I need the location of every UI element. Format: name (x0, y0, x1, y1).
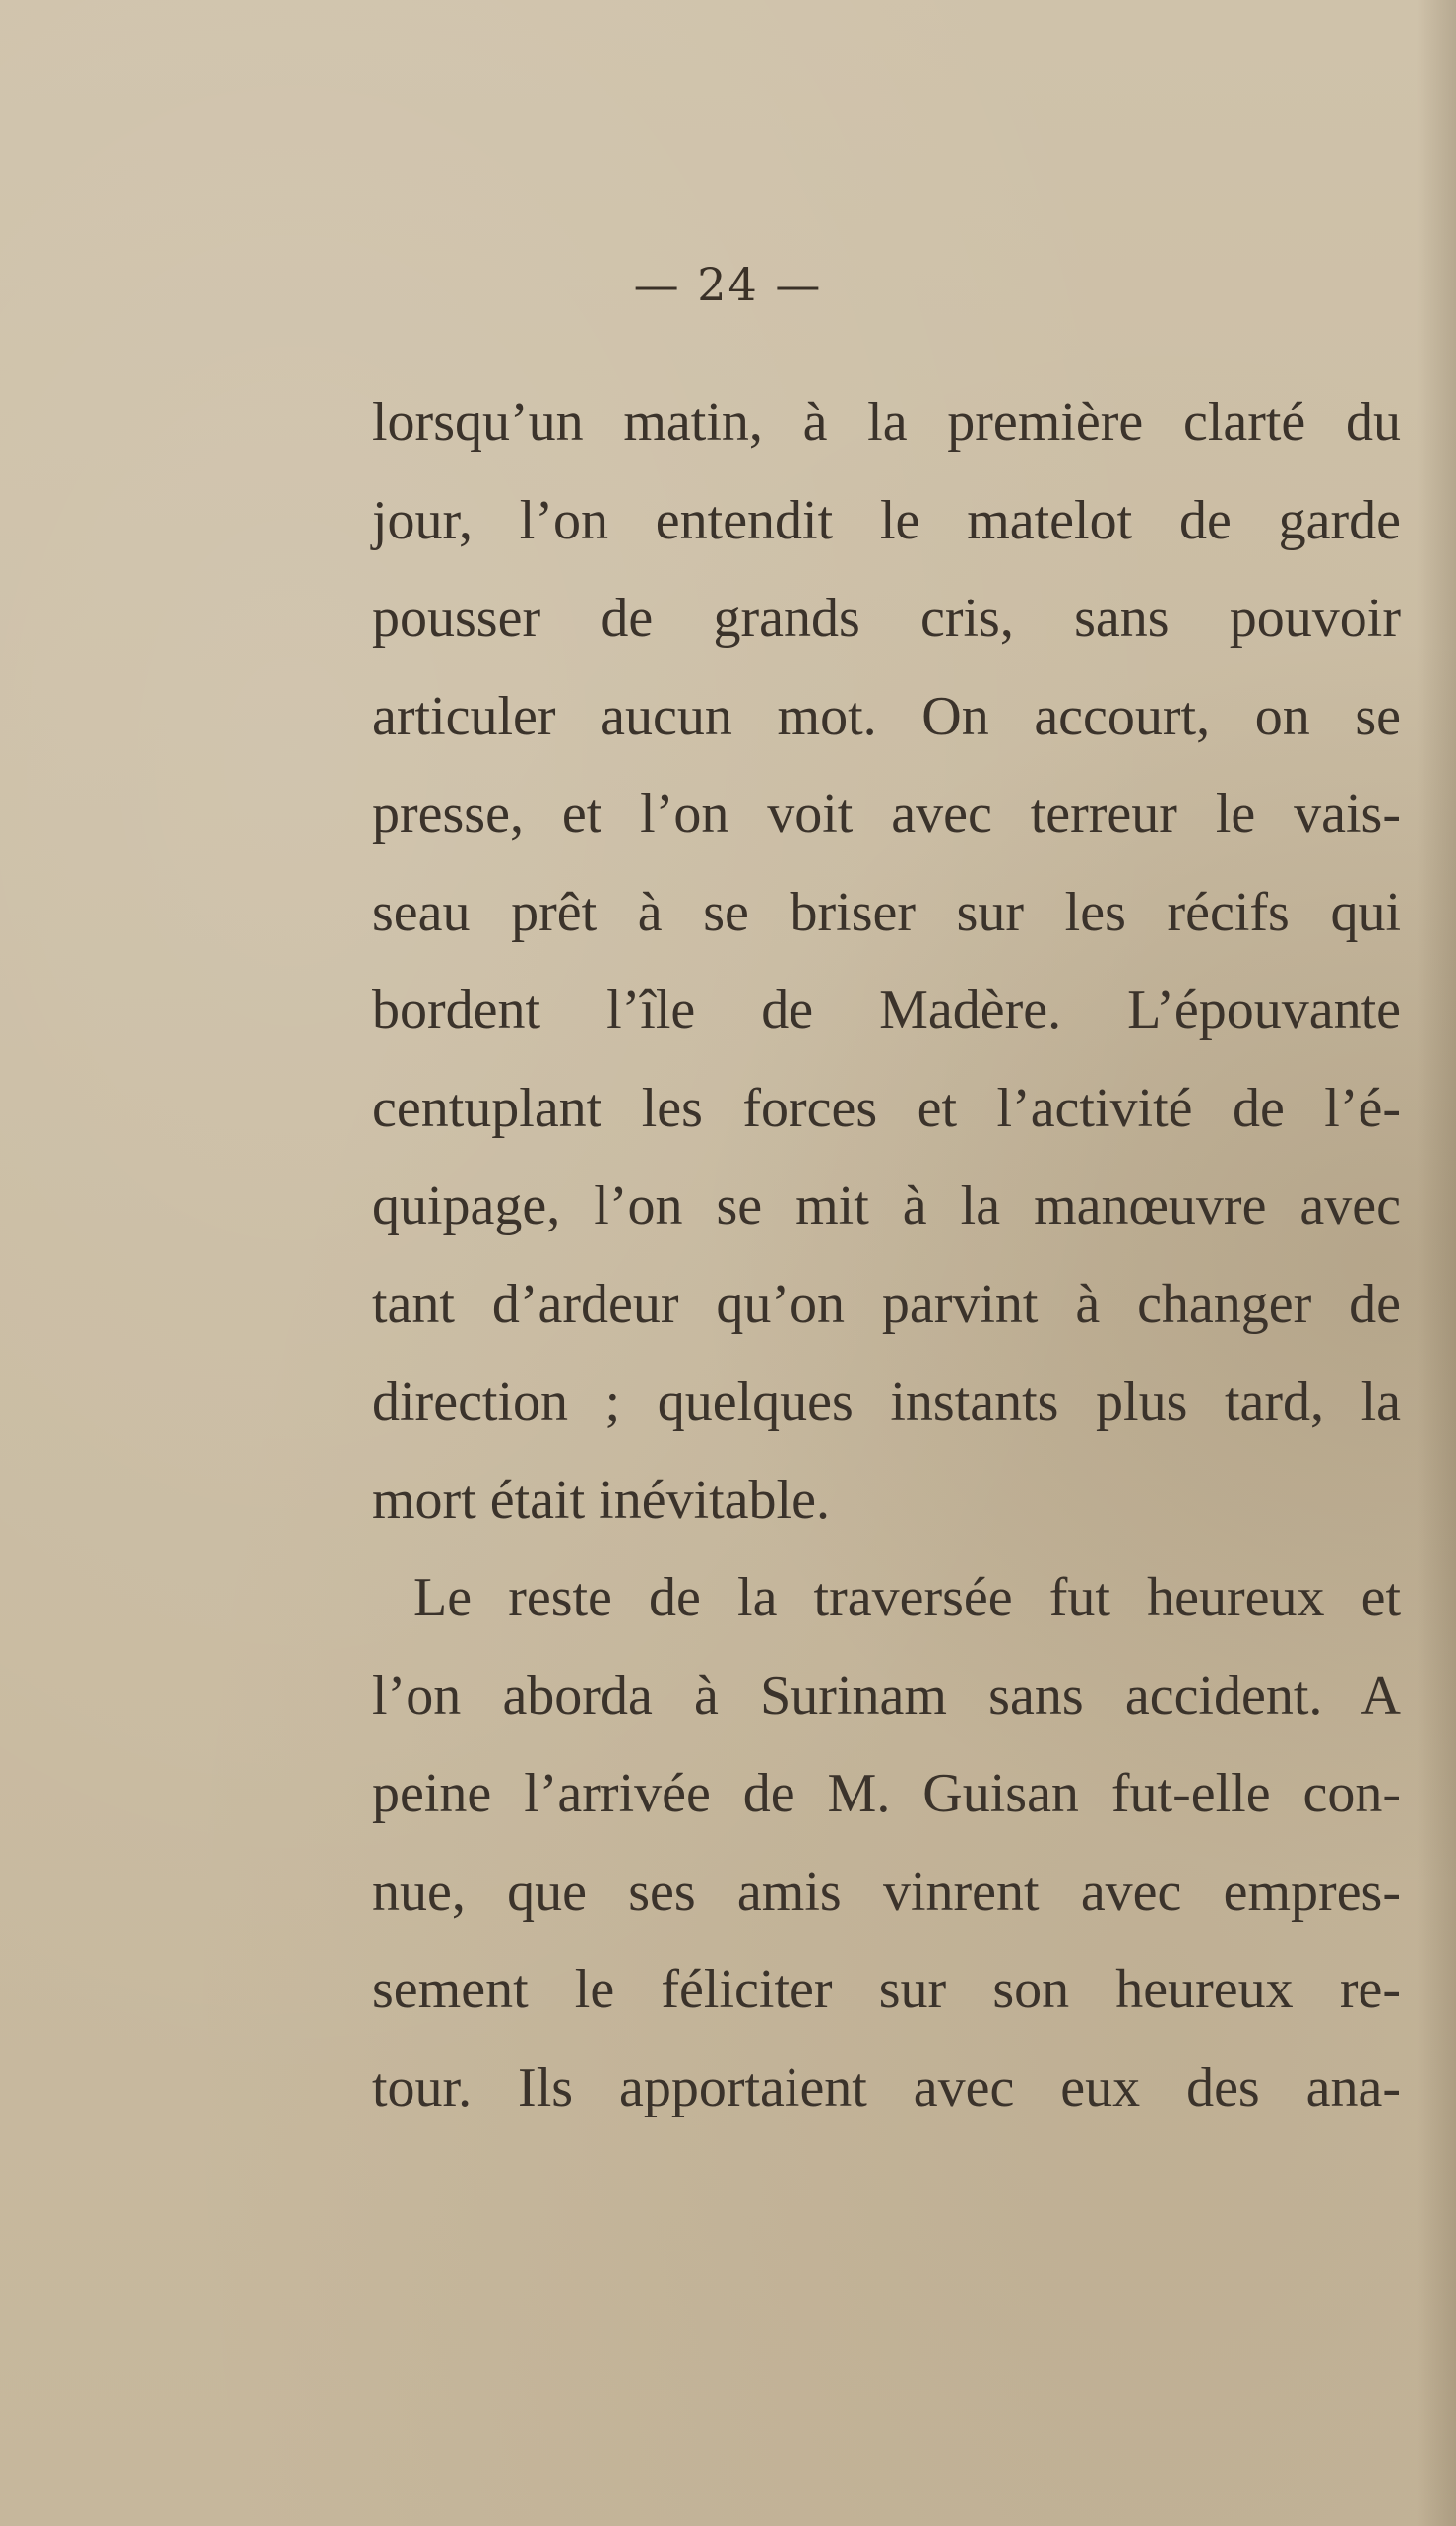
paragraph-1 (372, 374, 1401, 1549)
text-line: articuler aucun mot. On accourt, on se (372, 685, 1401, 747)
page-number: — 24 — (633, 258, 823, 311)
text-line: Le reste de la traversée fut heureux et (413, 1567, 1401, 1628)
text-line: seau prêt à se briser sur les récifs qui (372, 881, 1401, 943)
text-line: mort était inévitable. (372, 1469, 830, 1531)
body-text (372, 374, 1401, 2137)
text-line: l’on aborda à Surinam sans accident. A (372, 1665, 1401, 1727)
text-line: quipage, l’on se mit à la manœuvre avec (372, 1175, 1401, 1236)
text-line: nue, que ses amis vinrent avec empres- (372, 1861, 1401, 1923)
page-edge-shadow (1417, 0, 1456, 2526)
text-line: jour, l’on entendit le matelot de garde (372, 489, 1401, 551)
paragraph-2 (372, 1549, 1401, 2137)
text-line: sement le féliciter sur son heureux re- (372, 1959, 1401, 2020)
text-line: presse, et l’on voit avec terreur le vais- (372, 784, 1401, 845)
text-line: tant d’ardeur qu’on parvint à changer de (372, 1273, 1401, 1335)
text-line: tour. Ils apportaient avec eux des ana- (372, 2056, 1401, 2118)
text-line: peine l’arrivée de M. Guisan fut-elle con- (372, 1763, 1401, 1824)
text-line: lorsqu’un matin, à la première clarté du (372, 392, 1401, 453)
text-line: centuplant les forces et l’activité de l’é- (372, 1077, 1401, 1139)
text-line: bordent l’île de Madère. L’épouvante (372, 979, 1401, 1041)
text-line: pousser de grands cris, sans pouvoir (372, 588, 1401, 649)
text-line: direction ; quelques instants plus tard, la (372, 1371, 1401, 1432)
